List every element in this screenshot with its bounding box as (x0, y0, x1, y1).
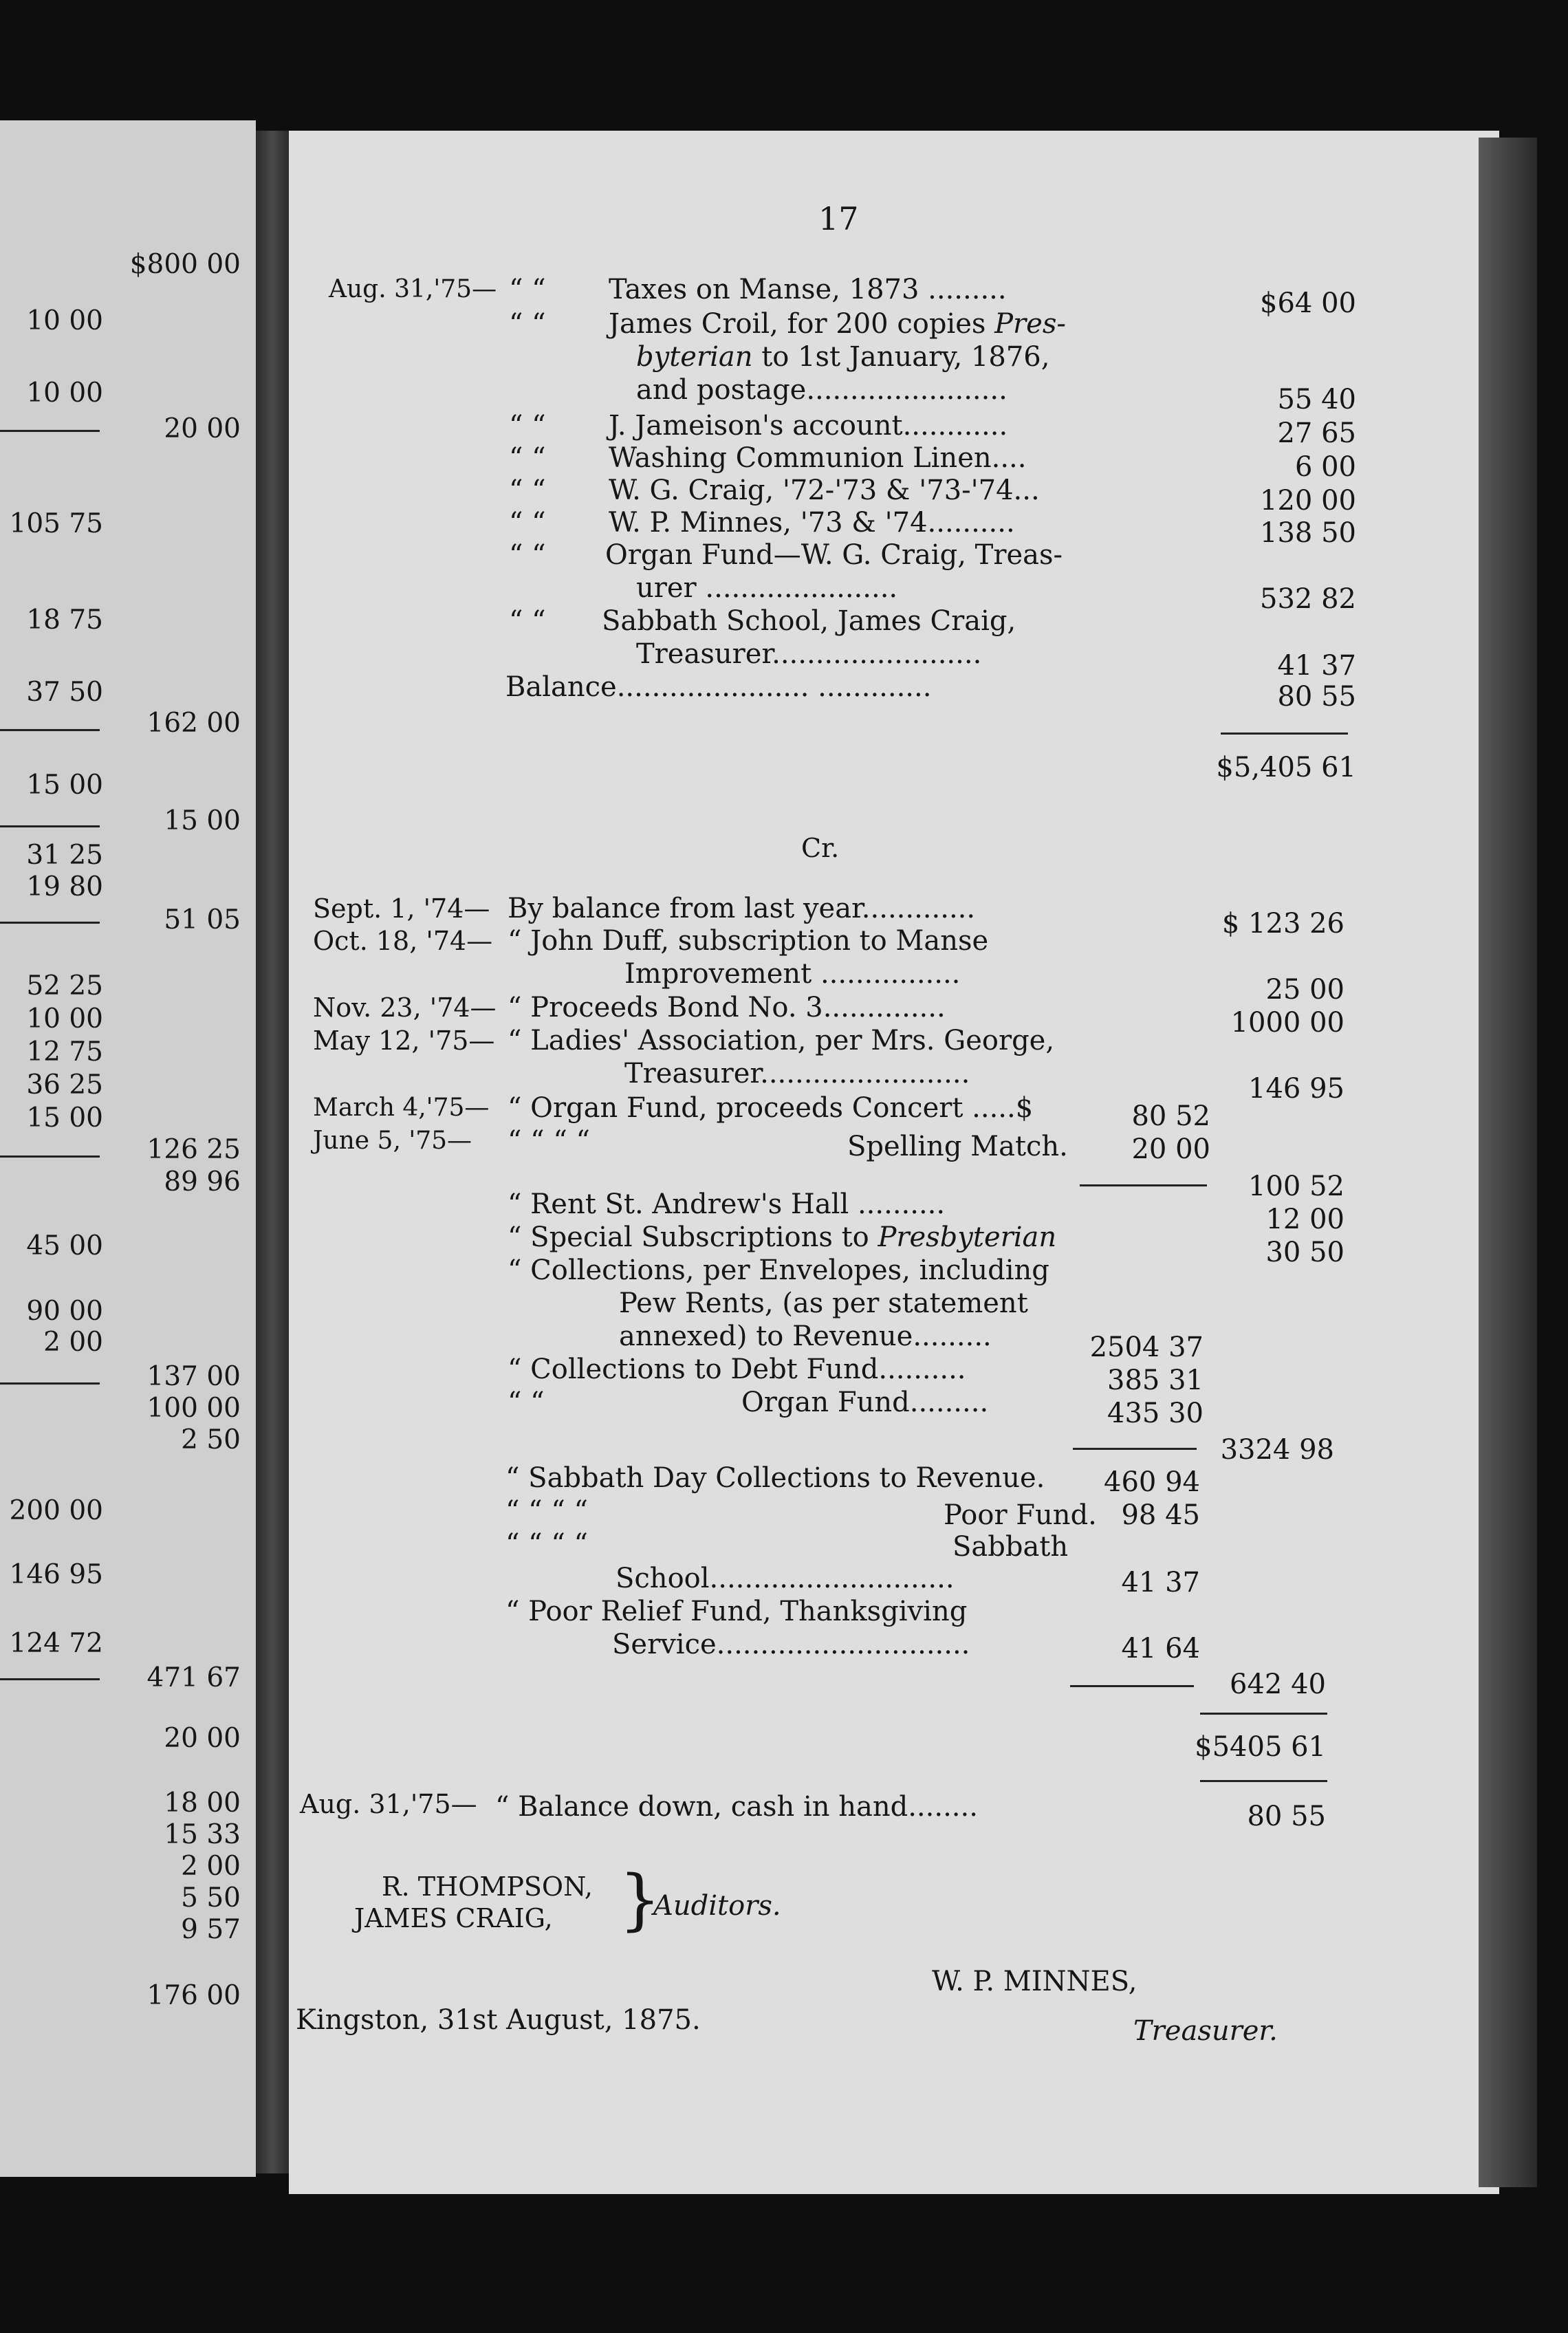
left-page-amount: 5 50 (181, 1882, 241, 1913)
left-page-amount: 15 00 (26, 1103, 103, 1133)
credit-desc: Poor Fund. (944, 1499, 1097, 1531)
left-page-amount: 19 80 (26, 871, 103, 902)
credit-desc: Organ Fund......... (741, 1387, 989, 1418)
ditto-mark: “ “ (509, 274, 546, 305)
credit-amount: 1000 00 (1230, 1007, 1344, 1039)
brace: } (619, 1861, 662, 1938)
debit-desc: J. Jameison's account............ (609, 410, 1008, 442)
credit-desc: “ Sabbath Day Collections to Revenue. (505, 1462, 1045, 1494)
credit-desc: Spelling Match. (847, 1131, 1068, 1162)
credit-date: March 4,'75— (313, 1094, 490, 1122)
ditto-mark: “ “ (509, 410, 546, 442)
balance-label: Balance...................... ............. (505, 671, 932, 703)
left-page-amount: 200 00 (9, 1495, 103, 1526)
ditto-mark: “ “ (508, 1387, 545, 1418)
credit-desc: “ Poor Relief Fund, Thanksgiving (505, 1596, 968, 1627)
credit-desc: “ Ladies' Association, per Mrs. George, (508, 1025, 1055, 1056)
left-page-amount: 18 75 (26, 605, 103, 636)
left-page-amount: 10 00 (26, 305, 103, 336)
credit-amount: $ 123 26 (1221, 908, 1344, 940)
auditors-label: Auditors. (653, 1890, 781, 1922)
left-page-amount: 52 25 (26, 970, 103, 1001)
debit-desc: W. G. Craig, '72-'73 & '73-'74... (609, 475, 1040, 506)
credit-desc: “ Proceeds Bond No. 3.............. (508, 992, 946, 1023)
balance-amount: 80 55 (1277, 681, 1356, 713)
left-page-amount: 20 00 (164, 1723, 241, 1754)
credit-desc: Sabbath (952, 1531, 1069, 1563)
treasurer-name: W. P. MINNES, (932, 1966, 1137, 1997)
left-page-amount: 51 05 (164, 904, 241, 935)
subtotal-rule (1073, 1448, 1197, 1450)
credit-amount: 25 00 (1265, 974, 1344, 1006)
left-page-amount: 124 72 (9, 1628, 103, 1659)
left-page-amount: 45 00 (26, 1230, 103, 1261)
sub-amount: 80 52 (1131, 1100, 1210, 1132)
ditto-mark: “ “ (509, 308, 546, 340)
credit-amount: 30 50 (1265, 1237, 1344, 1268)
left-page-rule (0, 922, 100, 924)
left-page-amount: 100 00 (146, 1393, 241, 1424)
credit-desc: “ John Duff, subscription to Manse (508, 925, 989, 957)
left-page-amount: 37 50 (26, 677, 103, 708)
credit-date: May 12, '75— (313, 1026, 495, 1056)
subtotal-rule (1070, 1685, 1194, 1687)
credit-desc: Service............................. (612, 1629, 970, 1660)
ditto-mark: “ “ (509, 475, 546, 506)
left-page-rule (0, 1678, 100, 1680)
left-page-rule (0, 729, 100, 731)
debit-desc: James Croil, for 200 copies Pres- (609, 308, 1066, 340)
credit-date: Aug. 31,'75— (300, 1789, 477, 1819)
left-page-amount: 10 00 (26, 1003, 103, 1034)
left-page-amount: 2 00 (181, 1851, 241, 1882)
debit-amount: 27 65 (1277, 417, 1356, 449)
left-page-rule (0, 1155, 100, 1158)
credit-date: Nov. 23, '74— (313, 992, 497, 1023)
left-page-amount: 36 25 (26, 1070, 103, 1100)
sub-amount: 460 94 (1104, 1466, 1200, 1498)
credit-amount: 146 95 (1248, 1073, 1344, 1105)
debit-amount: 138 50 (1260, 517, 1356, 549)
credit-date: Oct. 18, '74— (313, 926, 493, 956)
sub-amount: 41 37 (1121, 1567, 1200, 1598)
book-edge (1479, 138, 1537, 2187)
page-number: 17 (818, 200, 859, 237)
credit-amount: 3324 98 (1220, 1434, 1334, 1466)
debit-desc: W. P. Minnes, '73 & '74.......... (609, 507, 1015, 539)
ditto-mark: “ “ “ “ (508, 1125, 590, 1157)
left-page-amount: 176 00 (146, 1980, 241, 2011)
ditto-mark: “ “ “ “ (505, 1528, 588, 1560)
sub-amount: 2504 37 (1089, 1332, 1204, 1363)
left-page-amount: 137 00 (146, 1361, 241, 1392)
auditor-name: JAMES CRAIG, (354, 1903, 553, 1933)
credit-desc: By balance from last year............. (508, 893, 976, 924)
ditto-mark: “ “ “ “ (505, 1495, 588, 1527)
left-page-amount: 10 00 (26, 378, 103, 409)
debit-amount: 6 00 (1294, 451, 1356, 483)
debit-desc: Sabbath School, James Craig, (602, 605, 1016, 637)
debit-amount: 41 37 (1277, 650, 1356, 682)
debit-desc: Organ Fund—W. G. Craig, Treas- (605, 539, 1063, 571)
left-page-amount: 471 67 (146, 1662, 241, 1693)
ditto-mark: “ “ (509, 442, 546, 474)
subtotal-rule (1080, 1184, 1207, 1186)
debit-desc: Washing Communion Linen.... (609, 442, 1027, 474)
sub-amount: 385 31 (1107, 1365, 1204, 1396)
place-date: Kingston, 31st August, 1875. (296, 2004, 701, 2036)
debit-amount: 532 82 (1260, 583, 1356, 615)
left-page-amount: 162 00 (146, 708, 241, 739)
debit-total: $5,405 61 (1216, 752, 1356, 783)
debit-desc: Treasurer........................ (636, 638, 982, 670)
sub-amount: 98 45 (1121, 1499, 1200, 1531)
debit-date: Aug. 31,'75— (329, 275, 497, 303)
credit-desc: Improvement ................ (624, 958, 961, 990)
left-page-rule (0, 430, 100, 432)
credit-date: Sept. 1, '74— (313, 893, 490, 924)
left-page-amount: 2 00 (43, 1327, 103, 1358)
debit-amount: 55 40 (1277, 384, 1356, 415)
auditor-name: R. THOMPSON, (382, 1871, 593, 1902)
total-rule (1221, 733, 1348, 735)
credit-desc: “ Rent St. Andrew's Hall .......... (508, 1189, 946, 1220)
total-rule (1200, 1713, 1327, 1715)
credit-desc: “ Collections, per Envelopes, including (508, 1255, 1049, 1286)
left-page-amount: 105 75 (9, 508, 103, 539)
left-page-amount: 15 00 (26, 770, 103, 801)
debit-desc: byterian to 1st January, 1876, (636, 341, 1050, 373)
credit-desc: “ Balance down, cash in hand........ (495, 1791, 978, 1823)
credit-grand-total: $5405 61 (1195, 1731, 1326, 1763)
credit-desc: Treasurer........................ (624, 1058, 970, 1089)
left-page-amount: 90 00 (26, 1296, 103, 1327)
debit-amount: 120 00 (1260, 485, 1356, 517)
sub-amount: 20 00 (1131, 1133, 1210, 1165)
credit-desc: annexed) to Revenue......... (619, 1321, 992, 1352)
credit-desc: School............................ (616, 1563, 955, 1594)
credit-date: June 5, '75— (313, 1127, 472, 1155)
left-page-amount: 146 95 (9, 1559, 103, 1590)
ditto-mark: “ “ (509, 507, 546, 539)
credit-amount: 100 52 (1248, 1171, 1344, 1202)
sub-amount: 41 64 (1121, 1633, 1200, 1664)
debit-desc: Taxes on Manse, 1873 ......... (609, 274, 1007, 305)
left-page-amount: $800 00 (129, 249, 241, 280)
credit-amount: 12 00 (1265, 1204, 1344, 1235)
left-page-amount: 12 75 (26, 1037, 103, 1067)
left-page-amount: 18 00 (164, 1788, 241, 1819)
ditto-mark: “ “ (509, 539, 546, 571)
credit-desc: Pew Rents, (as per statement (619, 1288, 1028, 1319)
sub-amount: 435 30 (1107, 1398, 1204, 1429)
left-page-amount: 2 50 (181, 1424, 241, 1455)
ditto-mark: “ “ (509, 605, 546, 637)
left-page-amount: 9 57 (181, 1914, 241, 1945)
left-page-rule (0, 1382, 100, 1385)
debit-desc: urer ...................... (636, 572, 898, 604)
credit-desc: “ Organ Fund, proceeds Concert .....$ (508, 1092, 1034, 1124)
debit-amount: $64 00 (1260, 287, 1356, 319)
treasurer-title: Treasurer. (1133, 2015, 1278, 2047)
total-rule (1200, 1780, 1327, 1782)
credit-amount: 642 40 (1230, 1669, 1326, 1700)
left-page-amount: 15 33 (164, 1819, 241, 1850)
left-page-amount: 89 96 (164, 1166, 241, 1197)
left-page-amount: 20 00 (164, 413, 241, 444)
credit-desc: “ Collections to Debt Fund.......... (508, 1354, 966, 1385)
debit-desc: and postage....................... (636, 374, 1008, 406)
credit-heading: Cr. (801, 833, 840, 863)
credit-desc: “ Special Subscriptions to Presbyterian (508, 1222, 1057, 1253)
left-page-amount: 126 25 (146, 1134, 241, 1165)
left-page-rule (0, 825, 100, 827)
credit-amount: 80 55 (1247, 1801, 1326, 1832)
left-page-amount: 31 25 (26, 840, 103, 871)
left-page-amount: 15 00 (164, 805, 241, 836)
